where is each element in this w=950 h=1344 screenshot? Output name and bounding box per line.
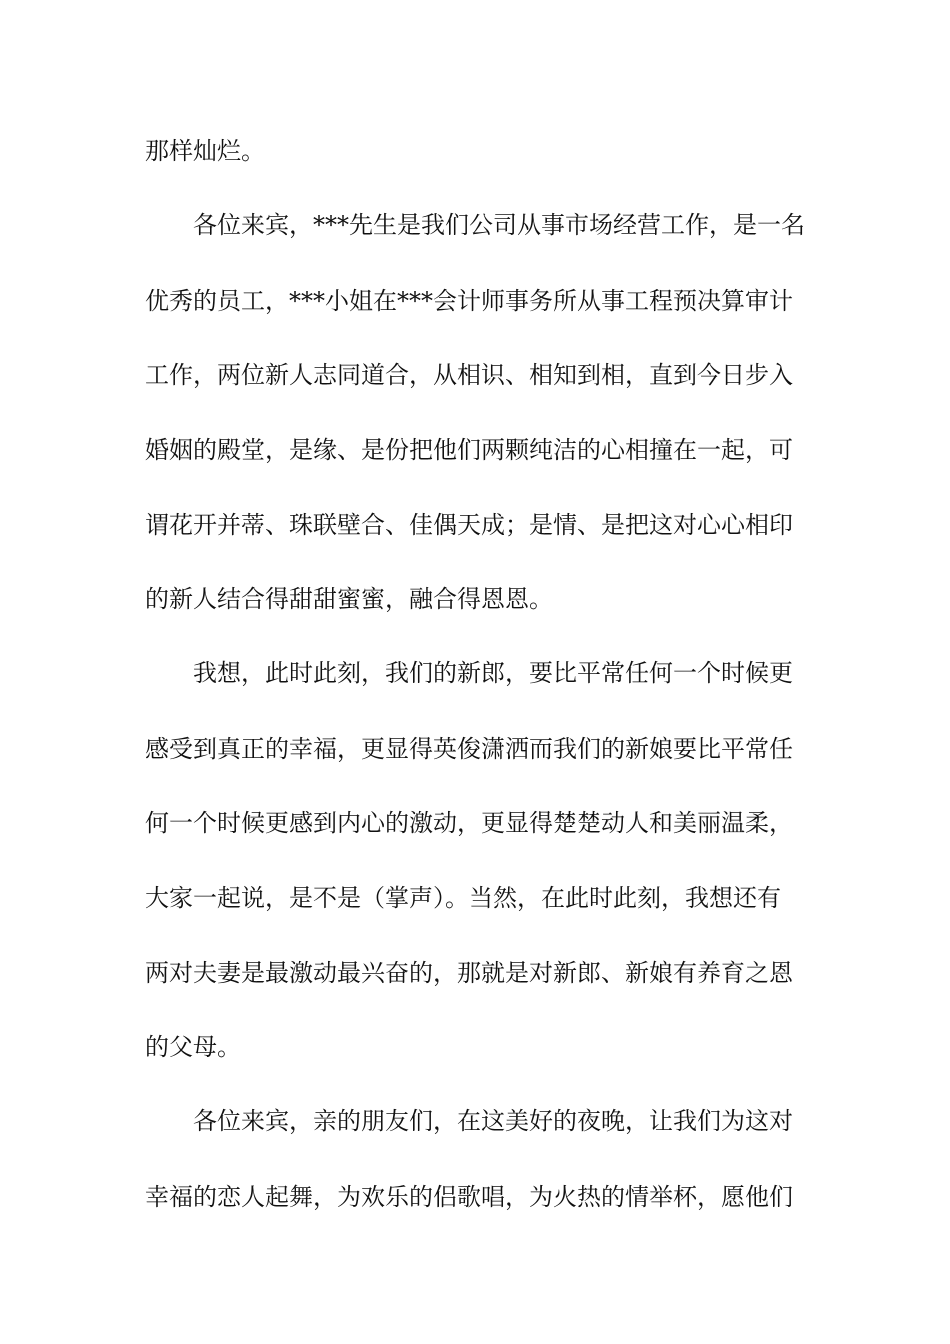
text-line: 那样灿烂。 [145, 137, 265, 165]
text-line: 婚姻的殿堂，是缘、是份把他们两颗纯洁的心相撞在一起，可 [145, 436, 793, 464]
text-line: 的父母。 [145, 1033, 241, 1061]
text-line: 各位来宾，亲的朋友们，在这美好的夜晚，让我们为这对 [193, 1107, 793, 1135]
text-line: 优秀的员工，***小姐在***会计师事务所从事工程预决算审计 [145, 287, 793, 315]
text-line: 两对夫妻是最激动最兴奋的，那就是对新郎、新娘有养育之恩 [145, 959, 793, 987]
text-line: 的新人结合得甜甜蜜蜜，融合得恩恩。 [145, 585, 553, 613]
text-line: 工作，两位新人志同道合，从相识、相知到相，直到今日步入 [145, 361, 793, 389]
text-line: 谓花开并蒂、珠联壁合、佳偶天成；是情、是把这对心心相印 [145, 511, 793, 539]
text-line: 我想，此时此刻，我们的新郎，要比平常任何一个时候更 [193, 659, 793, 687]
text-line: 感受到真正的幸福，更显得英俊潇洒而我们的新娘要比平常任 [145, 735, 793, 763]
text-line: 何一个时候更感到内心的激动，更显得楚楚动人和美丽温柔， [145, 809, 793, 837]
text-line: 大家一起说，是不是（掌声）。当然，在此时此刻，我想还有 [145, 884, 781, 912]
text-line: 幸福的恋人起舞，为欢乐的侣歌唱，为火热的情举杯，愿他们 [145, 1183, 793, 1211]
text-line: 各位来宾，***先生是我们公司从事市场经营工作，是一名 [193, 211, 805, 239]
